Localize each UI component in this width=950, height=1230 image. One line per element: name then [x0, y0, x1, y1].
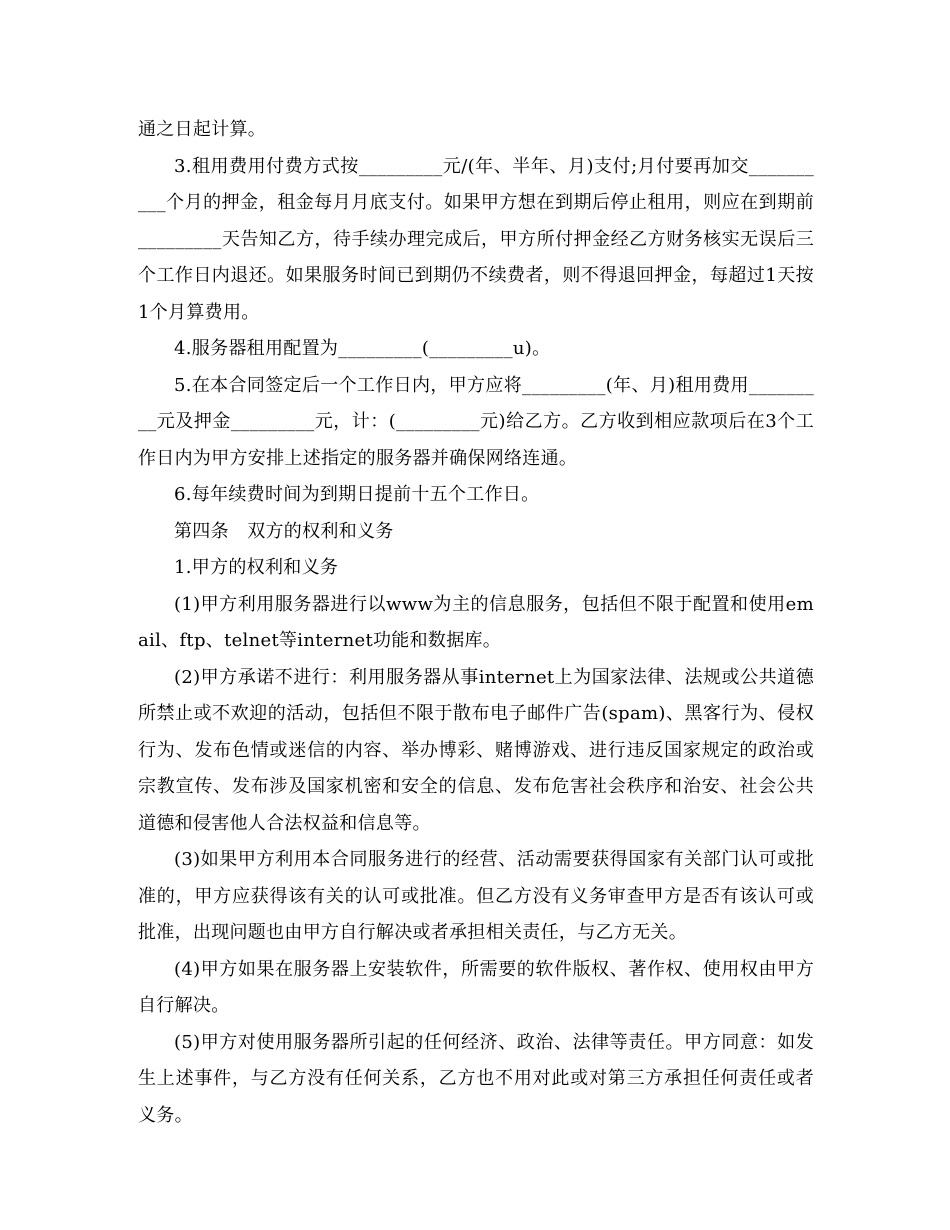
paragraph-server-config: 4.服务器租用配置为_________(_________u)。	[174, 338, 551, 359]
clause-4: (4)甲方如果在服务器上安装软件，所需要的软件版权、著作权、使用权由甲方自行解决。	[138, 958, 814, 1016]
clause-2: (2)甲方承诺不进行：利用服务器从事internet上为国家法律、法规或公共道德所禁止或不欢迎的活动，包括但不限于散布电子邮件广告(spam)、黑客行为、侵权行为、发布色情或迷信的内容、举办博彩、赌博游戏、进行违反国家规定的政治或宗教宣传、发布涉及国家机密和安全的信息、发布危害社会秩序和治安、社会公共道德和侵害他人合法权益和信息等。	[138, 666, 814, 834]
article-heading: 第四条 双方的权利和义务	[174, 520, 394, 542]
paragraph-payment-timing: 5.在本合同签定后一个工作日内，甲方应将_________(年、月)租用费用_________元及押金_________元，计：(_________元)给乙方。乙方收到相应款项后在3个工作日内为甲方安排上述指定的服务器并确保网络连通。	[138, 374, 814, 469]
paragraph-continuation: 通之日起计算。	[138, 119, 267, 140]
paragraph-payment-method: 3.租用费用付费方式按_________元/(年、半年、月)支付;月付要再加交__________个月的押金，租金每月月底支付。如果甲方想在到期后停止租用，则应在到期前_________天告知乙方，待手续办理完成后，甲方所付押金经乙方财务核实无误后三个工作日内退还。如果服务时间已到期仍不续费者，则不得退回押金，每超过1天按1个月算费用。	[138, 155, 814, 323]
document-body	[138, 112, 814, 1134]
paragraph-renewal: 6.每年续费时间为到期日提前十五个工作日。	[174, 484, 540, 505]
section-heading: 1.甲方的权利和义务	[174, 557, 339, 578]
clause-5: (5)甲方对使用服务器所引起的任何经济、政治、法律等责任。甲方同意：如发生上述事件，与乙方没有任何关系，乙方也不用对此或对第三方承担任何责任或者义务。	[138, 1031, 814, 1126]
clause-1: (1)甲方利用服务器进行以www为主的信息服务，包括但不限于配置和使用email、ftp、telnet等internet功能和数据库。	[138, 593, 814, 651]
clause-3: (3)如果甲方利用本合同服务进行的经营、活动需要获得国家有关部门认可或批准的，甲方应获得该有关的认可或批准。但乙方没有义务审查甲方是否有该认可或批准，出现问题也由甲方自行解决或者承担相关责任，与乙方无关。	[138, 849, 814, 943]
